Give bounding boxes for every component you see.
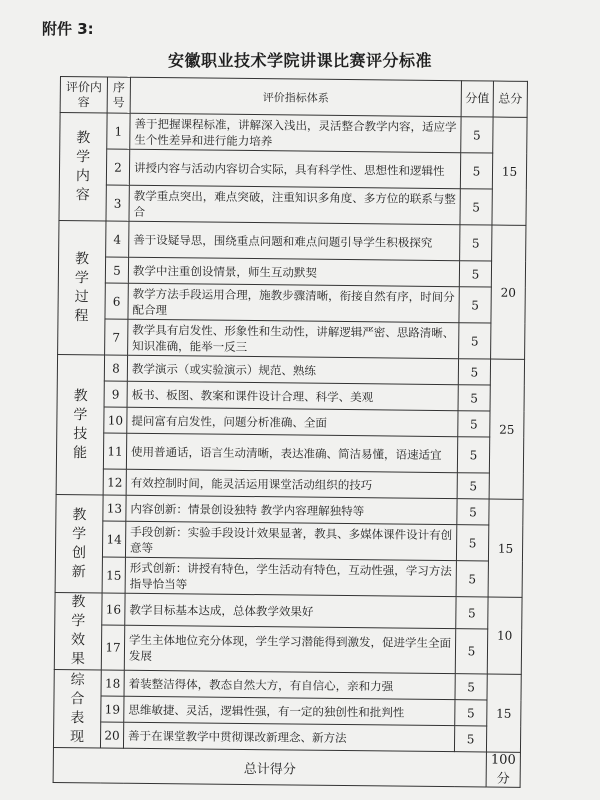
item-score: 5	[457, 499, 489, 525]
category-name: 教学内容	[75, 129, 91, 203]
item-score: 5	[459, 261, 491, 287]
item-number: 16	[102, 593, 125, 626]
indicator-text: 教学方法手段运用合理，施教步骤清晰，衔接自然有序，时间分配合理	[128, 283, 459, 322]
item-number: 3	[106, 185, 129, 221]
item-score: 5	[455, 700, 487, 726]
indicator-text: 思维敏捷、灵活，逻辑性强，有一定的独创性和批判性	[124, 696, 455, 725]
indicator-text: 讲授内容与活动内容切合实际，具有科学性、思想性和逻辑性	[129, 149, 460, 188]
item-number: 6	[105, 283, 128, 319]
indicator-text: 教学具有启发性、形象性和生动性，讲解逻辑严密、思路清晰、知识准确，能举一反三	[128, 319, 459, 358]
item-number: 4	[106, 221, 129, 257]
table-row	[59, 184, 526, 225]
category-total: 20	[491, 225, 526, 359]
category-name: 综合表现	[69, 671, 85, 745]
indicator-text: 善于把握课程标准，讲解深入浅出，灵活整合教学内容，适应学生个性差异和进行能力培养	[130, 113, 461, 152]
item-score: 5	[460, 153, 492, 189]
grand-total-label: 总计得分	[53, 747, 486, 787]
indicator-text: 有效控制时间，能灵活运用课堂活动组织的技巧	[126, 469, 457, 498]
header-category: 评价内容	[60, 77, 107, 113]
total-row	[53, 747, 520, 787]
item-number: 17	[101, 625, 124, 670]
category-cell	[56, 354, 104, 494]
indicator-text: 教学目标基本达成，总体教学效果好	[125, 593, 456, 629]
indicator-text: 形式创新：讲授有特色，学生活动有特色，互动性强，学习方法指导恰当等	[125, 557, 456, 596]
item-score: 5	[455, 674, 487, 700]
category-cell	[54, 592, 102, 669]
category-total: 15	[488, 499, 523, 597]
header-score: 分值	[461, 81, 493, 117]
item-number: 7	[105, 319, 128, 355]
indicator-text: 教学演示（或实验演示）规范、熟练	[127, 355, 458, 384]
item-score: 5	[457, 437, 489, 473]
item-number: 5	[105, 257, 128, 283]
table-row	[60, 113, 527, 154]
item-score: 5	[460, 225, 492, 261]
item-score: 5	[456, 597, 488, 630]
item-number: 9	[104, 381, 127, 407]
item-score: 5	[455, 629, 487, 674]
item-number: 13	[103, 495, 126, 521]
scoring-table	[53, 76, 528, 788]
item-number: 15	[102, 557, 125, 593]
item-number: 10	[104, 407, 127, 433]
category-name: 教学技能	[72, 387, 88, 461]
item-score: 5	[461, 117, 493, 153]
indicator-text: 教学重点突出，难点突破，注重知识多角度、多方位的联系与整合	[129, 185, 460, 224]
item-score: 5	[456, 525, 488, 561]
item-score: 5	[457, 473, 489, 499]
header-number: 序号	[107, 77, 130, 113]
item-score: 5	[459, 323, 491, 359]
attachment-label: 附件 3:	[42, 20, 94, 38]
category-name: 教学效果	[70, 594, 86, 668]
table-row	[55, 556, 522, 597]
category-total: 15	[492, 117, 527, 225]
table-row	[55, 520, 522, 561]
item-number: 20	[100, 722, 123, 748]
item-score: 5	[454, 726, 486, 752]
header-row	[60, 77, 527, 118]
indicator-text: 学生主体地位充分体现，学生学习潜能得到激发，促进学生全面发展	[124, 625, 455, 673]
item-number: 1	[107, 113, 130, 149]
table-row	[58, 282, 525, 323]
table-row	[54, 625, 521, 675]
header-indicator: 评价指标体系	[130, 77, 461, 116]
category-name: 教学过程	[74, 250, 90, 324]
indicator-text: 善于在课堂教学中贯彻课改新理念、新方法	[123, 722, 454, 751]
indicator-text: 板书、板图、教案和课件设计合理、科学、美观	[127, 381, 458, 410]
item-score: 5	[458, 359, 490, 385]
category-cell	[55, 494, 103, 592]
item-score: 5	[460, 189, 492, 225]
indicator-text: 提问富有启发性，问题分析准确、全面	[127, 407, 458, 436]
document-title: 安徽职业技术学院讲课比赛评分标准	[167, 51, 432, 70]
indicator-text: 内容创新：情景创设独特 教学内容理解独特等	[126, 495, 457, 524]
item-number: 12	[103, 469, 126, 495]
category-total: 15	[486, 674, 521, 752]
table-row	[55, 592, 522, 629]
header-total: 总分	[493, 81, 527, 117]
table-row	[59, 149, 526, 190]
item-score: 5	[458, 411, 490, 437]
indicator-text: 手段创新：实验手段设计效果显著，教具、多媒体课件设计有创意等	[125, 521, 456, 560]
category-cell	[53, 669, 101, 747]
table-row	[58, 318, 525, 359]
item-score: 5	[458, 385, 490, 411]
item-number: 2	[106, 149, 129, 185]
category-total: 25	[489, 359, 524, 499]
indicator-text: 使用普通话，语言生动清晰，表达准确、简洁易懂，语速适宜	[126, 433, 457, 472]
grand-total-value: 100 分	[486, 752, 520, 787]
item-number: 19	[101, 696, 124, 722]
category-cell	[58, 220, 106, 354]
item-number: 8	[104, 355, 127, 381]
category-cell	[59, 113, 107, 221]
item-number: 11	[103, 433, 126, 469]
indicator-text: 着装整洁得体，教态自然大方，有自信心，亲和力强	[124, 670, 455, 699]
indicator-text: 善于设疑导思，围绕重点问题和难点问题引导学生积极探究	[129, 221, 460, 260]
item-number: 18	[101, 670, 124, 696]
category-name: 教学创新	[71, 506, 87, 580]
item-score: 5	[456, 561, 488, 597]
table-row	[56, 432, 523, 473]
item-score: 5	[459, 287, 491, 323]
item-number: 14	[102, 521, 125, 557]
indicator-text: 教学中注重创设情景，师生互动默契	[128, 257, 459, 286]
category-total: 10	[487, 597, 522, 674]
table-row	[59, 220, 526, 261]
